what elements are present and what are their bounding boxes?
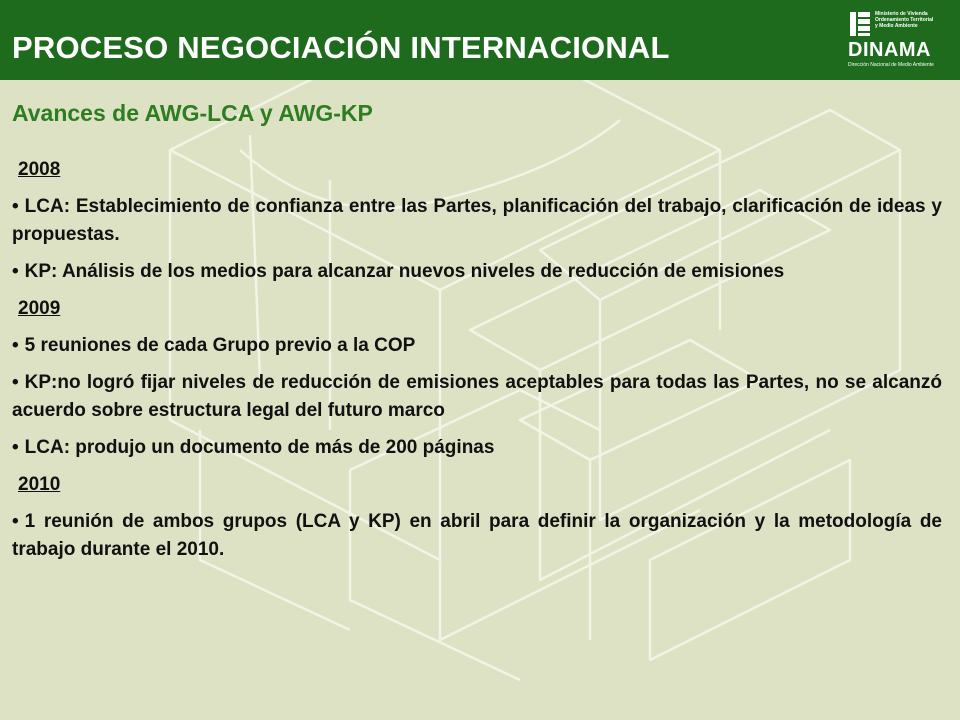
bullet-text: KP: Análisis de los medios para alcanzar nuevos niveles de reducción de emisiones	[24, 261, 785, 282]
bullet-item	[12, 193, 942, 249]
bullet-dot: •	[12, 335, 19, 356]
bullet-text: KP:no logró fijar niveles de reducción de emisiones aceptables para todas las Partes, no se alcanzó acuerdo sobre estructura legal del futuro marco	[12, 372, 942, 421]
page-title: PROCESO NEGOCIACIÓN INTERNACIONAL	[12, 30, 670, 65]
logo-ministry-line: Ordenamiento Territorial	[875, 17, 934, 23]
logo-tagline: Dirección Nacional de Medio Ambiente	[848, 62, 934, 68]
bullet-item	[12, 434, 942, 462]
slide-content	[12, 156, 942, 573]
bullet-item	[12, 369, 942, 425]
bullet-text: 5 reuniones de cada Grupo previo a la COP	[24, 335, 416, 356]
bullet-dot: •	[12, 261, 19, 282]
logo-ministry-line: y Medio Ambiente	[875, 23, 918, 29]
bullet-text: LCA: produjo un documento de más de 200 páginas	[24, 437, 495, 458]
section-subtitle: Avances de AWG-LCA y AWG-KP	[12, 100, 373, 126]
logo-ministry-line: Ministerio de Vivienda	[875, 11, 928, 17]
bullet-dot: •	[12, 437, 19, 458]
bullet-text: LCA: Establecimiento de confianza entre las Partes, planificación del trabajo, clarificación de ideas y propuestas.	[12, 196, 942, 245]
bullet-text: 1 reunión de ambos grupos (LCA y KP) en abril para definir la organización y la metodología de trabajo durante el 2010.	[12, 511, 942, 560]
year-heading: 2010	[18, 474, 61, 495]
bullet-item	[12, 508, 942, 564]
bullet-dot: •	[12, 196, 19, 217]
ministry-emblem-icon	[848, 10, 872, 38]
logo-name: DINAMA	[848, 39, 931, 61]
dinama-logo	[848, 10, 948, 72]
bullet-dot: •	[12, 372, 19, 393]
bullet-dot: •	[12, 511, 19, 532]
header-bar	[0, 0, 960, 80]
year-heading: 2008	[18, 159, 61, 180]
bullet-item	[12, 332, 942, 360]
logo-ministry-text	[875, 11, 933, 29]
year-heading: 2009	[18, 298, 61, 319]
bullet-item	[12, 258, 942, 286]
